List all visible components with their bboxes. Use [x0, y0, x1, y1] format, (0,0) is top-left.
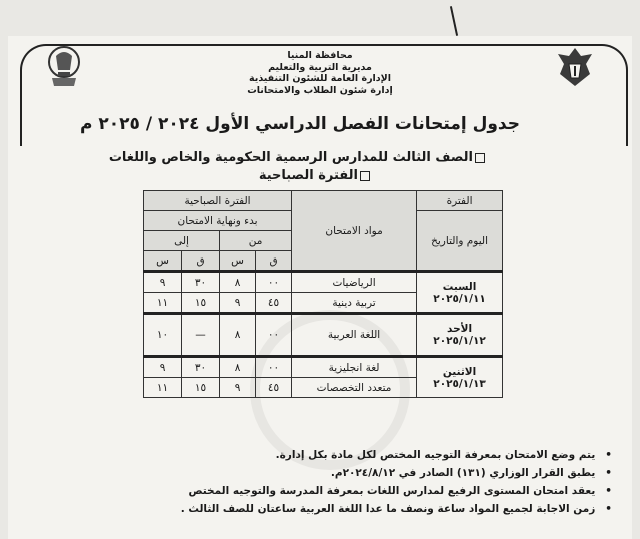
table-row	[144, 314, 503, 357]
period-header: الفترة	[417, 191, 503, 211]
day-date-header: اليوم والتاريخ	[417, 211, 503, 272]
from-hours-header: س	[220, 251, 256, 272]
to-hours-cell: ٩	[144, 357, 182, 378]
from-minutes-cell: ٤٥	[256, 293, 292, 314]
to-minutes-header: ق	[182, 251, 220, 272]
day-date-cell: السبت ٢٠٢٥/١/١١	[417, 272, 503, 314]
subject-cell: اللغة العربية	[292, 314, 417, 357]
to-header: إلى	[144, 231, 220, 251]
to-minutes-cell: —	[182, 314, 220, 357]
checkbox-square-icon	[360, 171, 370, 181]
directorate-name: مديرية التربية والتعليم	[268, 61, 372, 73]
affairs-name: إدارة شئون الطلاب والامتحانات	[247, 84, 393, 96]
note-item: • زمن الاجابة لجميع المواد ساعة ونصف ما عدا اللغة العربية ساعتان للصف الثالث .	[52, 500, 612, 518]
from-hours-cell: ٩	[220, 378, 256, 398]
checkbox-square-icon	[475, 153, 485, 163]
from-header: من	[220, 231, 292, 251]
from-minutes-cell: ٤٥	[256, 378, 292, 398]
exam-schedule-table	[143, 190, 503, 398]
governorate-logo-icon	[44, 44, 84, 92]
grade-subtitle: الصف الثالث للمدارس الرسمية الحكومية والخاص واللغات	[109, 150, 485, 165]
to-minutes-cell: ١٥	[182, 378, 220, 398]
from-hours-cell: ٨	[220, 357, 256, 378]
department-name: الإدارة العامة للشئون التنفيذية	[248, 73, 392, 84]
to-hours-cell: ١٠	[144, 314, 182, 357]
table-row	[144, 272, 503, 293]
from-minutes-header: ق	[256, 251, 292, 272]
from-minutes-cell: ٠٠	[256, 314, 292, 357]
start-end-header: بدء ونهاية الامتحان	[144, 211, 292, 231]
notes-list	[52, 446, 612, 518]
eagle-emblem-icon	[554, 44, 596, 90]
from-minutes-cell: ٠٠	[256, 357, 292, 378]
period-subtitle: الفترة الصباحية	[259, 168, 370, 183]
note-item: • يتم وضع الامتحان بمعرفة التوجيه المختص لكل مادة بكل إدارة.	[52, 446, 612, 464]
to-hours-cell: ٩	[144, 272, 182, 293]
to-minutes-cell: ٣٠	[182, 357, 220, 378]
to-hours-cell: ١١	[144, 293, 182, 314]
to-hours-header: س	[144, 251, 182, 272]
subject-cell: الرياضيات	[292, 272, 417, 293]
subjects-header: مواد الامتحان	[292, 191, 417, 272]
subject-cell: تربية دينية	[292, 293, 417, 314]
to-minutes-cell: ٣٠	[182, 272, 220, 293]
pen-mark	[450, 6, 458, 36]
from-hours-cell: ٨	[220, 314, 256, 357]
from-hours-cell: ٩	[220, 293, 256, 314]
subject-cell: متعدد التخصصات	[292, 378, 417, 398]
day-date-cell: الأحد ٢٠٢٥/١/١٢	[417, 314, 503, 357]
day-date-cell: الاثنين ٢٠٢٥/١/١٣	[417, 357, 503, 398]
to-minutes-cell: ١٥	[182, 293, 220, 314]
governorate-name: محافظة المنيا	[287, 50, 353, 61]
subject-cell: لغة انجليزية	[292, 357, 417, 378]
morning-header: الفترة الصباحية	[144, 191, 292, 211]
note-item: • يطبق القرار الوزاري (١٣١) الصادر في ٢٠٢٤/٨/١٢م.	[52, 464, 612, 482]
note-item: • يعقد امتحان المستوى الرفيع لمدارس اللغات بمعرفة المدرسة والتوجيه المختص	[52, 482, 612, 500]
header-institution-lines	[220, 50, 420, 96]
to-hours-cell: ١١	[144, 378, 182, 398]
from-minutes-cell: ٠٠	[256, 272, 292, 293]
table-row	[144, 357, 503, 378]
document-title: جدول إمتحانات الفصل الدراسي الأول ٢٠٢٤ / ٢٠٢٥ م	[80, 114, 520, 134]
from-hours-cell: ٨	[220, 272, 256, 293]
